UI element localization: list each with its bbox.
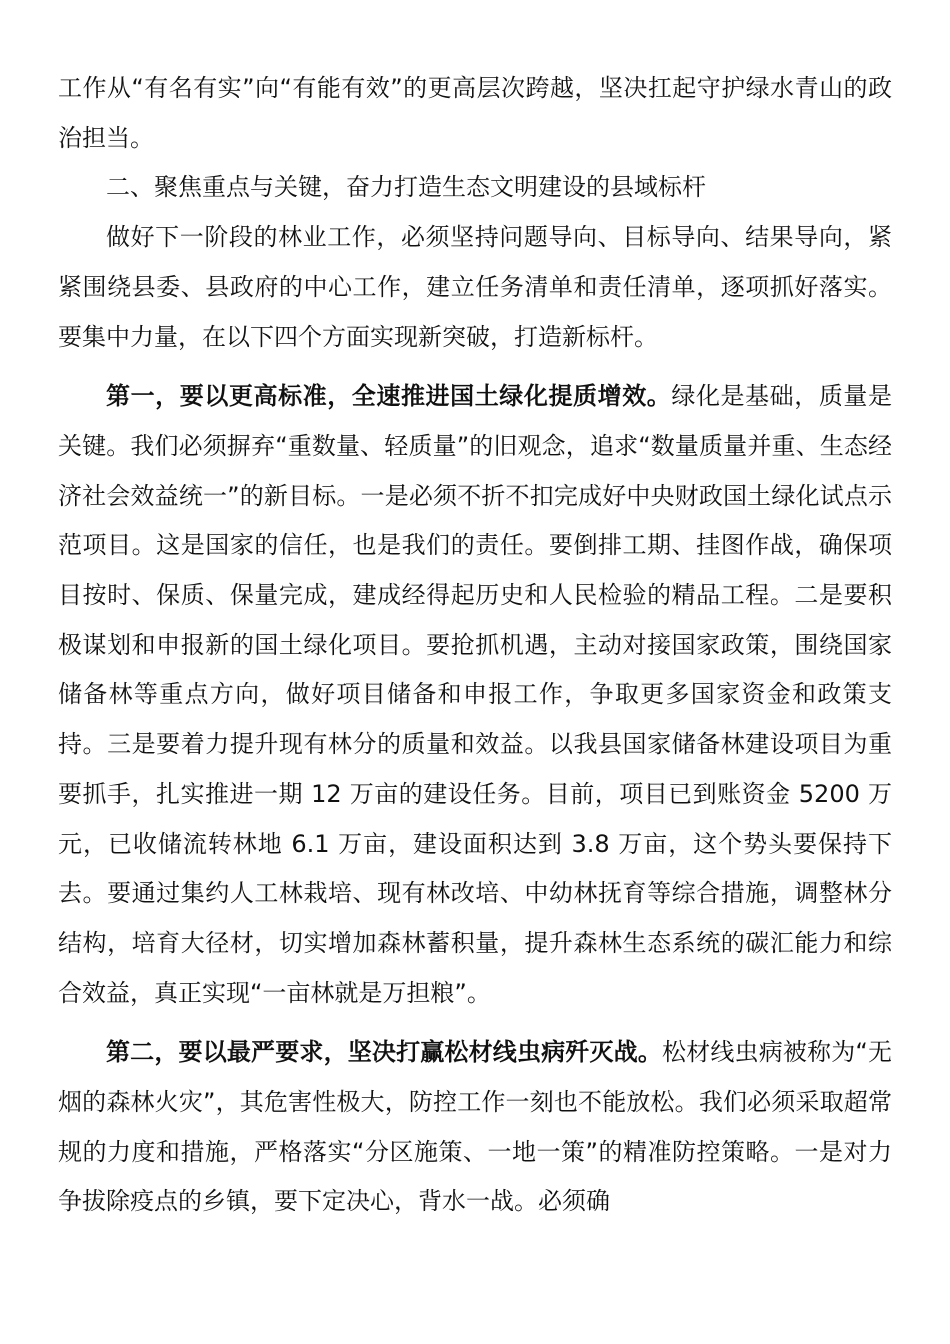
lead-sentence: 第二，要以最严要求，坚决打赢松材线虫病歼灭战。 [106, 1038, 662, 1067]
paragraph: 做好下一阶段的林业工作，必须坚持问题导向、目标导向、结果导向，紧紧围绕县委、县政府的中心工作，建立任务清单和责任清单，逐项抓好落实。要集中力量，在以下四个方面实现新突破，打造新标杆。 [58, 223, 892, 351]
section-heading: 二、聚焦重点与关键，奋力打造生态文明建设的县域标杆 [106, 173, 706, 202]
paragraph-body: 松材线虫病被称为“无烟的森林火灾”，其危害性极大，防控工作一刻也不能放松。我们必须采取超常规的力度和措施，严格落实“分区施策、一地一策”的精准防控策略。一是对力争拔除疫点的乡镇，要下定决心，背水一战。必须确 [58, 1038, 892, 1216]
paragraph-second-point [58, 1028, 892, 1227]
paragraph-continued: 工作从“有名有实”向“有能有效”的更高层次跨越，坚决扛起守护绿水青山的政治担当。 [58, 74, 892, 152]
paragraph-body: 绿化是基础，质量是关键。我们必须摒弃“重数量、轻质量”的旧观念，追求“数量质量并重、生态经济社会效益统一”的新目标。一是必须不折不扣完成好中央财政国土绿化试点示范项目。这是国家的信任，也是我们的责任。要倒排工期、挂图作战，确保项目按时、保质、保量完成，建成经得起历史和人民检验的精品工程。二是要积极谋划和申报新的国土绿化项目。要抢抓机遇，主动对接国家政策，围绕国家储备林等重点方向，做好项目储备和申报工作，争取更多国家资金和政策支持。三是要着力提升现有林分的质量和效益。以我县国家储备林建设项目为重要抓手，扎实推进一期 12 万亩的建设任务。目前，项目已到账资金 5200 万元，已收储流转林地 6.1 万亩，建设面积达到 3.8 万亩，这个势头要保持下去。要通过集约人工林栽培、现有林改培、中幼林抚育等综合措施，调整林分结构，培育大径材，切实增加森林蓄积量，提升森林生态系统的碳汇能力和综合效益，真正实现“一亩林就是万担粮”。 [58, 382, 893, 1007]
lead-sentence: 第一，要以更高标准，全速推进国土绿化提质增效。 [106, 382, 672, 411]
document-page [58, 64, 892, 1227]
paragraph-first-point [58, 372, 892, 1018]
